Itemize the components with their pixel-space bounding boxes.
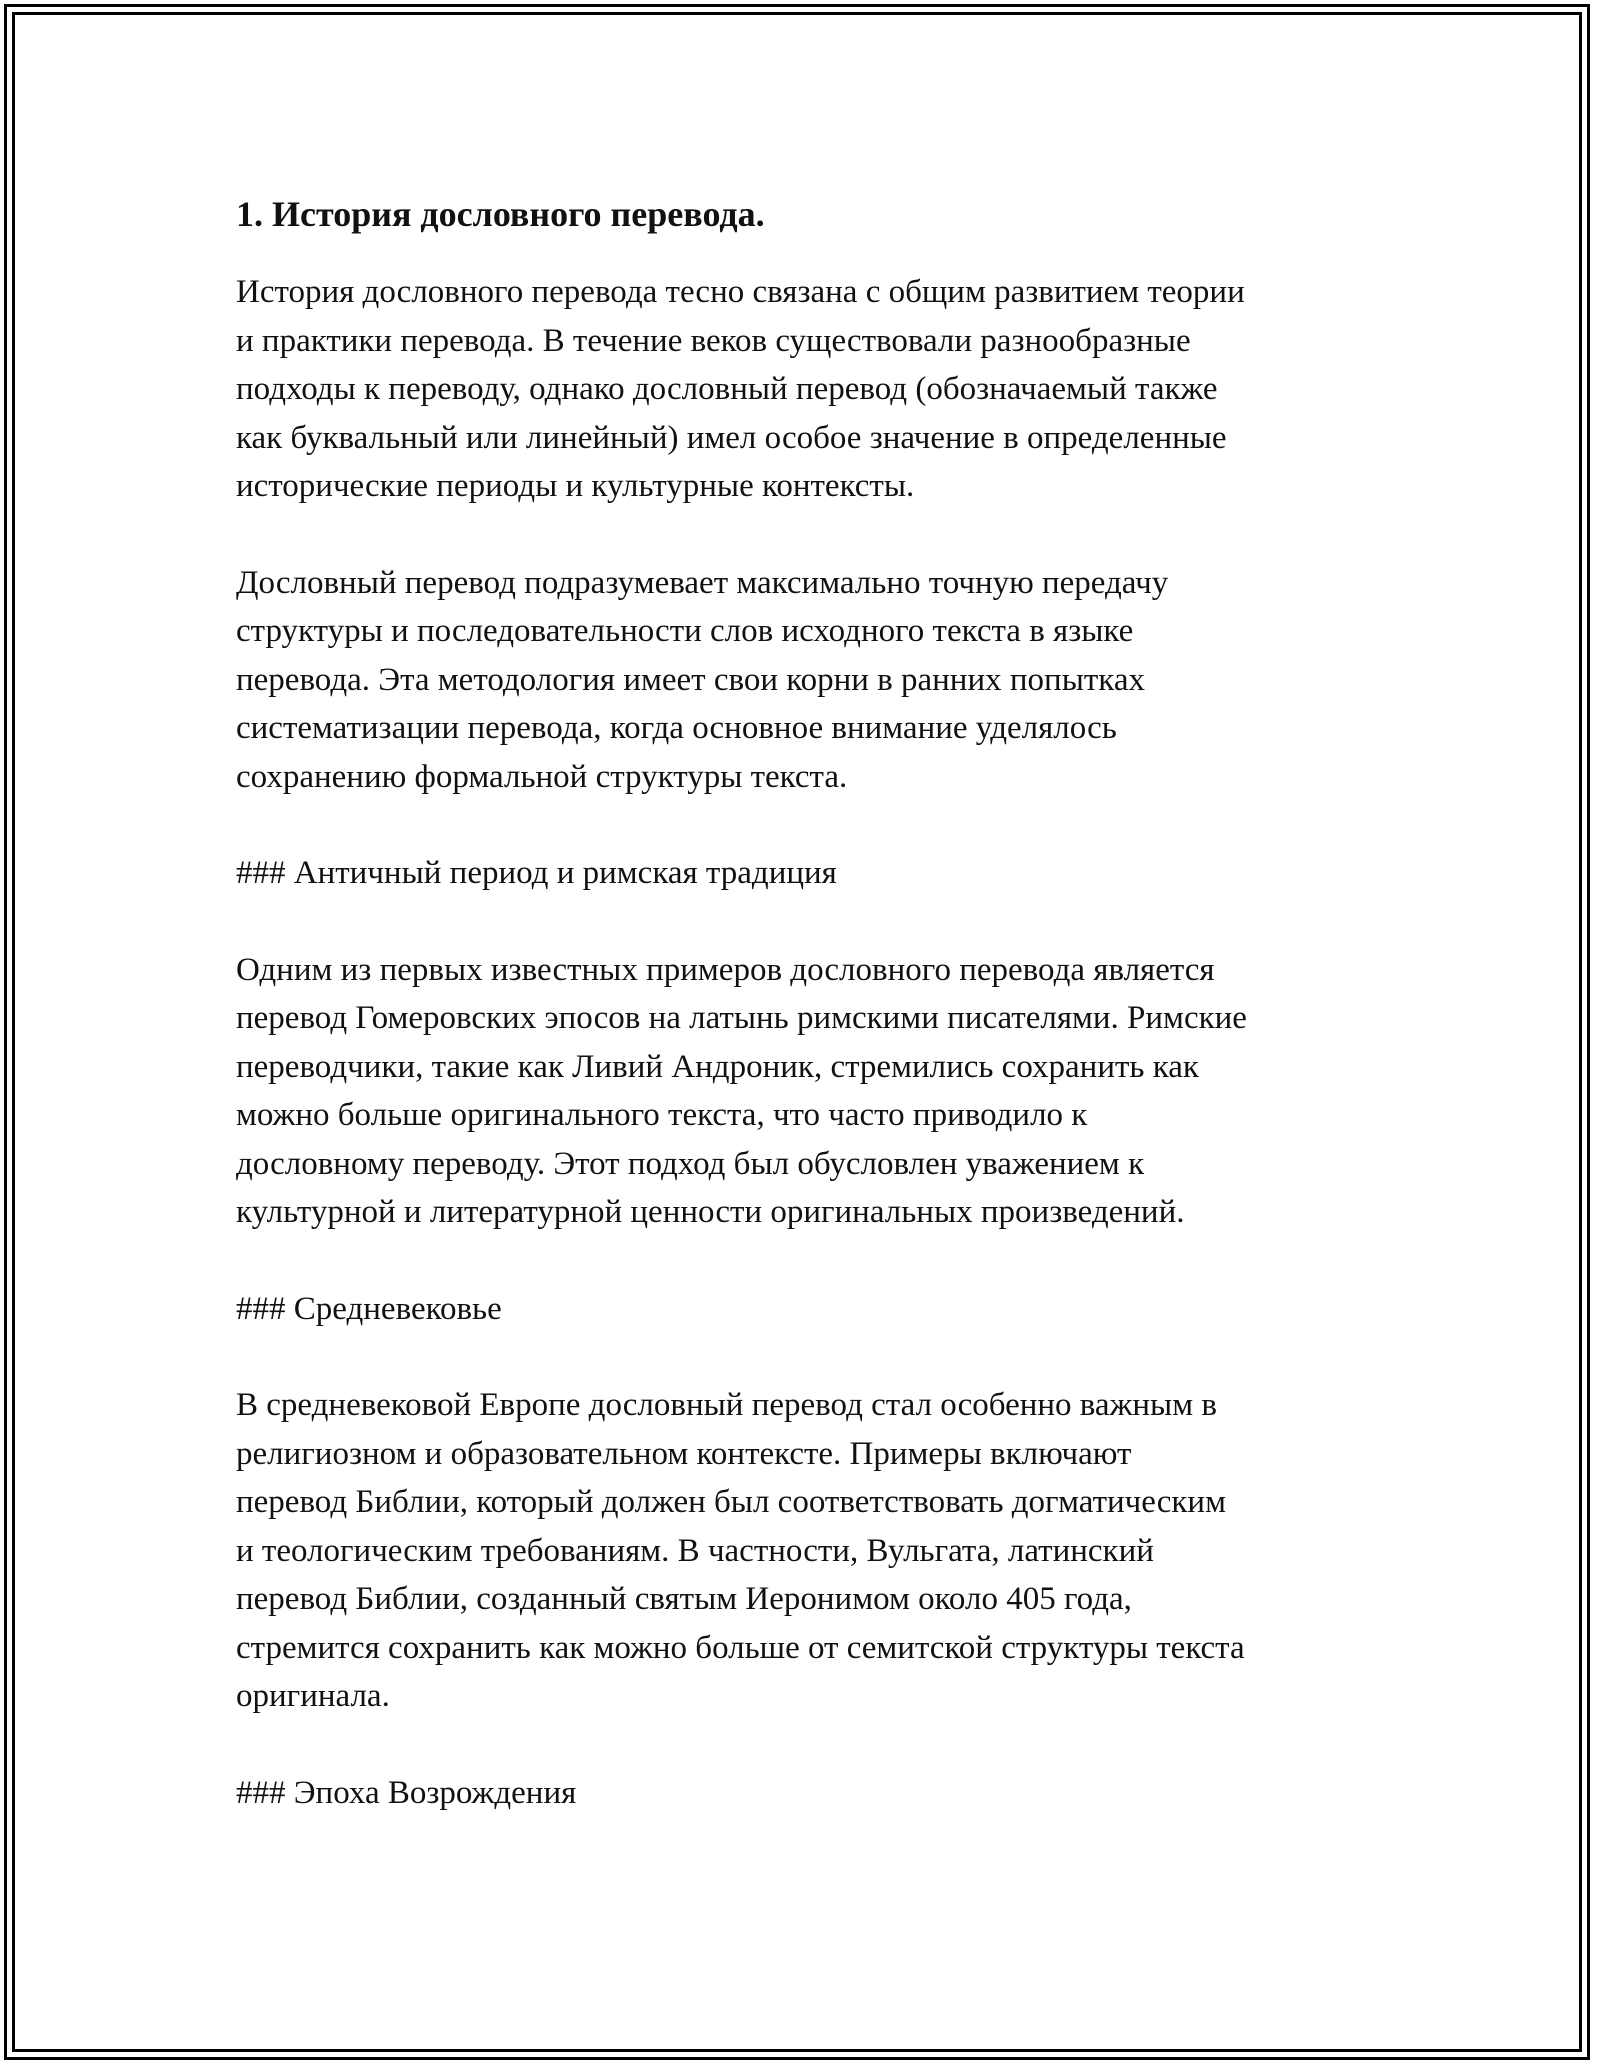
paragraph-line: структуры и последовательности слов исходного текста в языке [236,613,1134,649]
paragraph-line: исторические периоды и культурные контексты. [236,468,915,504]
document-body [236,190,1386,1865]
paragraph-line: как буквальный или линейный) имел особое значение в определенные [236,419,1227,456]
section-heading-antiquity: ### Античный период и римская традиция [236,855,837,891]
paragraph-definition [236,559,1386,802]
paragraph-line: культурной и литературной ценности оригинальных произведений. [236,1194,1185,1230]
paragraph-line: переводчики, такие как Ливий Андроник, стремились сохранить как [236,1048,1199,1085]
paragraph-line: перевода. Эта методология имеет свои корни в ранних попытках [236,661,1145,698]
paragraph-line: перевод Библии, который должен был соответствовать догматическим [236,1484,1226,1520]
paragraph-intro [236,268,1386,511]
paragraph-line: История дословного перевода тесно связана с общим развитием теории [236,274,1245,310]
paragraph-line: оригинала. [236,1678,390,1714]
paragraph-line: перевод Гомеровских эпосов на латынь римскими писателями. Римские [236,1000,1247,1036]
paragraph-line: подходы к переводу, однако дословный перевод (обозначаемый также [236,371,1218,407]
paragraph-line: стремится сохранить как можно больше от семитской структуры текста [236,1629,1245,1666]
paragraph-line: систематизации перевода, когда основное внимание уделялось [236,710,1117,746]
section-heading-middle-ages: ### Средневековье [236,1290,502,1327]
paragraph-line: религиозном и образовательном контексте. Примеры включают [236,1435,1132,1472]
paragraph-line: Одним из первых известных примеров дословного перевода является [236,951,1215,988]
paragraph-middle-ages [236,1381,1386,1721]
paragraph-line: В средневековой Европе дословный перевод стал особенно важным в [236,1387,1217,1423]
section-heading-renaissance: ### Эпоха Возрождения [236,1774,577,1811]
paragraph-line: Дословный перевод подразумевает максимально точную передачу [236,564,1169,601]
paragraph-line: перевод Библии, созданный святым Иеронимом около 405 года, [236,1581,1132,1617]
document-title: 1. История дословного перевода. [236,194,765,234]
paragraph-antiquity [236,946,1386,1237]
paragraph-line: дословному переводу. Этот подход был обусловлен уважением к [236,1145,1145,1182]
paragraph-line: сохранению формальной структуры текста. [236,758,848,795]
paragraph-line: можно больше оригинального текста, что часто приводило к [236,1097,1088,1133]
paragraph-line: и теологическим требованиям. В частности, Вульгата, латинский [236,1532,1154,1569]
paragraph-line: и практики перевода. В течение веков существовали разнообразные [236,322,1191,359]
